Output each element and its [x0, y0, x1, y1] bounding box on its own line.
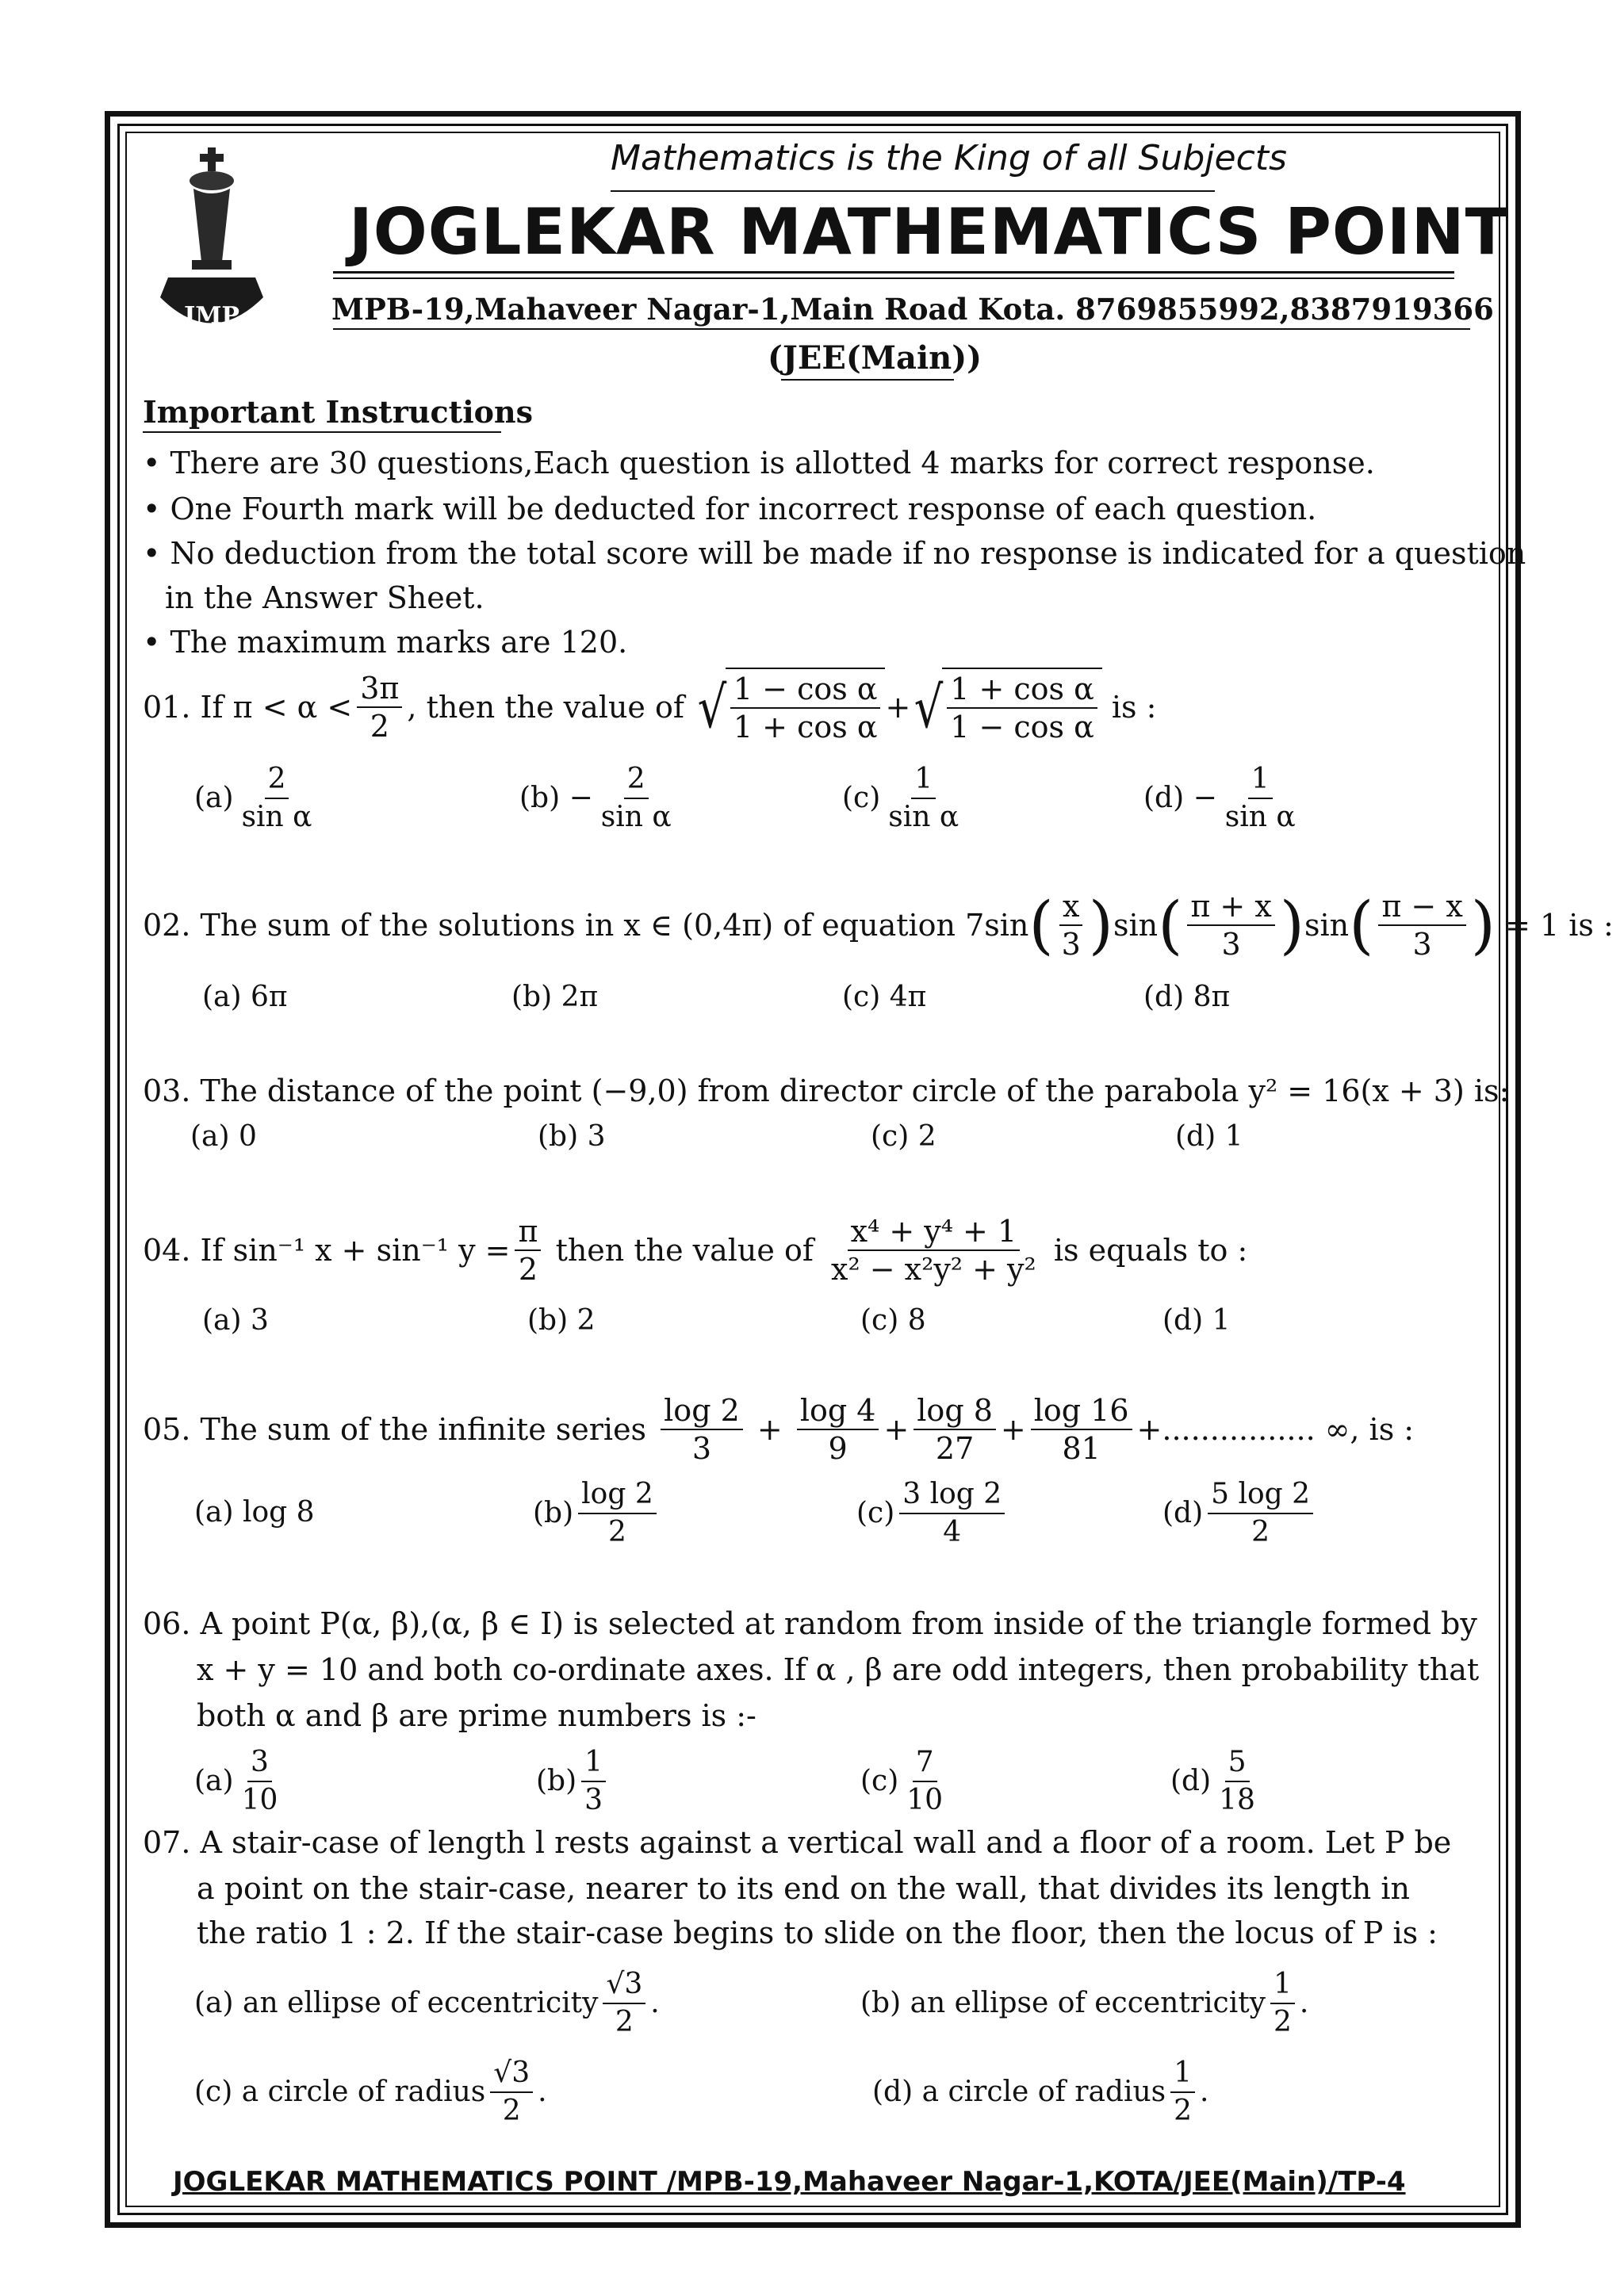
- exam-label: (JEE(Main)): [768, 339, 982, 377]
- option-d: (d) $\frac{5 \log 2}{2}$: [1162, 1476, 1318, 1551]
- option-c: (c) $\frac{3 \log 2}{4}$: [856, 1476, 1009, 1551]
- question-6-line: both α and β are prime numbers is :-: [197, 1698, 756, 1733]
- question-2: 02. The sum of the solutions in x ∈ (0,4π) of equation 7sin ( $\frac{x}{3}$ ) sin ( $\frac{\pi + x}{3}$ ) sin ( $\frac{\pi - x}{3}$ ) = 1 is :: [143, 888, 1614, 962]
- question-7-line: the ratio 1 : 2. If the stair-case begins to slide on the floor, then the locus of P is :: [197, 1915, 1438, 1950]
- question-7-line: a point on the stair-case, nearer to its end on the wall, that divides its length in: [197, 1871, 1410, 1906]
- option-c: (c) $\frac{1}{\text{sin α}}$: [842, 763, 959, 833]
- option-b: (b) $\frac{\log 2}{2}$: [533, 1476, 661, 1551]
- question-number: 01.: [143, 690, 191, 725]
- option-d: (d) a circle of radius $\frac{1}{2}$ .: [872, 2057, 1209, 2127]
- instructions-heading: Important Instructions: [143, 394, 533, 430]
- question-6: 06. A point P(α, β),(α, β ∈ I) is selected at random from inside of the triangle formed by: [143, 1606, 1477, 1641]
- chess-king-logo: [136, 143, 287, 341]
- instructions-underline: [143, 431, 501, 433]
- option-b: (b) − $\frac{2}{\text{sin α}}$: [519, 763, 672, 833]
- question-5: 05. The sum of the infinite series $\frac{\log 2}{3}$ + $\frac{\log 4}{9}$ + $\frac{\log 8}{27}$ + $\frac{\log 16}{81}$ +................ ∞, is :: [143, 1393, 1415, 1466]
- option-d: (d) 1: [1175, 1120, 1243, 1153]
- instruction-item: • One Fourth mark will be deducted for incorrect response of each question.: [143, 492, 1317, 526]
- instruction-item: • The maximum marks are 120.: [143, 625, 628, 660]
- option-a: (a) 3: [202, 1304, 269, 1337]
- option-c: (c) 4π: [842, 981, 927, 1013]
- page-title: JOGLEKAR MATHEMATICS POINT: [349, 195, 1510, 269]
- option-c: (c) 2: [871, 1120, 936, 1153]
- q1-text: , then the value of: [407, 690, 684, 725]
- title-rule: [333, 271, 1454, 274]
- tagline-underline: [611, 190, 1215, 192]
- question-3: 03. The distance of the point (−9,0) from director circle of the parabola y² = 16(x + 3) is:: [143, 1073, 1510, 1108]
- option-c: (c) a circle of radius $\frac{√3}{2}$ .: [194, 2057, 547, 2127]
- option-a: (a) 0: [190, 1120, 257, 1153]
- instruction-item: • No deduction from the total score will be made if no response is indicated for a question: [143, 536, 1526, 571]
- instruction-item: in the Answer Sheet.: [165, 580, 485, 615]
- logo-text: JMP: [184, 302, 239, 330]
- option-d: (d) 8π: [1143, 981, 1231, 1013]
- option-b: (b) $\frac{1}{3}$: [536, 1744, 611, 1819]
- option-a: (a) 6π: [202, 981, 288, 1013]
- option-a: (a) $\frac{2}{\text{sin α}}$: [194, 763, 312, 833]
- option-b: (b) an ellipse of eccentricity $\frac{1}{2}$ .: [860, 1968, 1309, 2038]
- footer: JOGLEKAR MATHEMATICS POINT /MPB-19,Mahaveer Nagar-1,KOTA/JEE(Main)/TP-4: [173, 2166, 1406, 2198]
- option-b: (b) 3: [538, 1120, 606, 1153]
- q1-text: If π < α <: [200, 690, 353, 725]
- option-c: (c) $\frac{7}{10}$: [860, 1746, 944, 1816]
- address-rule: [333, 328, 1470, 330]
- option-c: (c) 8: [860, 1304, 926, 1337]
- exam-underline: [781, 379, 954, 381]
- instruction-item: • There are 30 questions,Each question is allotted 4 marks for correct response.: [143, 446, 1375, 480]
- square-root: √ $\frac{\text{1 + cos α}}{\text{1 − cos α}}$: [910, 668, 1101, 747]
- option-a: (a) an ellipse of eccentricity $\frac{√3}{2}$ .: [194, 1968, 660, 2038]
- question-6-line: x + y = 10 and both co-ordinate axes. If α , β are odd integers, then probability that: [197, 1652, 1480, 1687]
- square-root: √ $\frac{\text{1 − cos α}}{\text{1 + cos α}}$: [694, 668, 885, 747]
- option-a: (a) $\frac{3}{10}$: [194, 1746, 278, 1816]
- option-d: (d) $\frac{5}{18}$: [1170, 1746, 1255, 1816]
- option-d: (d) − $\frac{1}{\text{sin α}}$: [1143, 763, 1296, 833]
- tagline: Mathematics is the King of all Subjects: [611, 138, 1287, 178]
- option-b: (b) 2: [527, 1304, 596, 1337]
- fraction: $\frac{3\pi}{2}$: [357, 670, 402, 744]
- option-b: (b) 2π: [511, 981, 599, 1013]
- address: MPB-19,Mahaveer Nagar-1,Main Road Kota. 8769855992,8387919366: [331, 292, 1494, 327]
- title-rule-2: [333, 277, 1454, 279]
- question-7: 07. A stair-case of length l rests against a vertical wall and a floor of a room. Let P be: [143, 1825, 1452, 1860]
- question-4: 04. If sin⁻¹ x + sin⁻¹ y = $\frac{\pi}{2}$ then the value of $\frac{\text{x⁴ + y⁴ + 1}}{\text{x² − x²y² + y²}}$ is equals to :: [143, 1214, 1248, 1287]
- question-1: 01. If π < α < $\frac{3\pi}{2}$ , then the value of √ $\frac{\text{1 − cos α}}{\text{1 + cos α}}$ + √ $\frac{\text{1 + cos α}}{\text{1 − cos α}}$ is :: [143, 668, 1156, 747]
- option-d: (d) 1: [1162, 1304, 1231, 1337]
- option-a: (a) log 8: [194, 1496, 315, 1529]
